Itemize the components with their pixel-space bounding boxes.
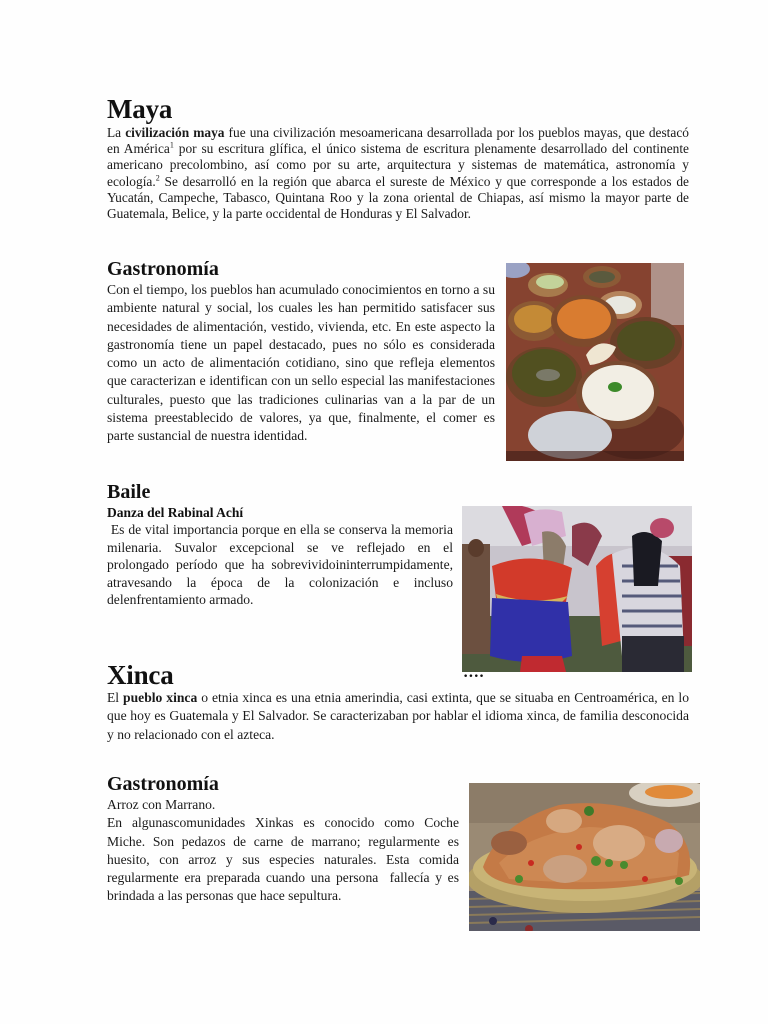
heading-maya: Maya (107, 94, 173, 124)
section-baile (107, 480, 457, 609)
dance-photo-icon (462, 506, 692, 672)
rice-dish-photo-icon (469, 783, 700, 931)
image-caption-dots: •••• (463, 672, 485, 682)
text-span: La (107, 125, 126, 140)
heading-gastronomia-maya: Gastronomía (107, 258, 219, 280)
section-maya (107, 94, 689, 222)
text-span: fue una civilización mesoamericana desarrollada por los pueblos mayas, que destacó en América (107, 125, 689, 157)
paragraph-gastronomia-maya: Con el tiempo, los pueblos han acumulado conocimientos en torno a su ambiente natural y social, los cuales les han permitido satisfacer sus necesidades de alimentación, vestido, vivienda, etc. En este aspecto la gastronomía tiene un papel destacado, pues no sólo es considerada como un acto de alimentación cotidiano, sino que refleja elementos que caracterizan e identifican con un sello especial las manifestaciones culturales, puesto que las tradiciones culinarias van a la par de un sistema preestablecido de valores, ya que, finalmente, el comer es parte sustancial de nuestra identidad. (107, 282, 495, 444)
paragraph-xinca (107, 689, 689, 744)
text-span: El (107, 690, 124, 705)
text-span: o etnia xinca es una etnia amerindia, casi extinta, que se situaba en Centroamérica, en lo que hoy es Guatemala y El Salvador. Se caracterizaban por hablar el idioma xinca, de familia desconocida y no relacionado con el azteca. (107, 690, 690, 742)
image-maya-food (506, 263, 684, 461)
section-maya-gastronomia (107, 257, 495, 446)
image-rabinal-achi-dance (462, 506, 692, 672)
image-arroz-con-marrano (469, 783, 700, 931)
section-xinca (107, 660, 689, 744)
bold-term-pueblo-xinca: pueblo xinca (123, 690, 198, 705)
paragraph-gastronomia-xinca: En algunascomunidades Xinkas es conocido como Coche Miche. Son pedazos de carne de marrano; regularmente es huesito, con arroz y sus especies naturales. Esta comida regularmente era preparada cuando una persona fallecía y es brindada a las personas que hace sepultura. (107, 815, 463, 904)
paragraph-maya (107, 125, 689, 222)
footnote-marker-2[interactable]: 2 (155, 173, 160, 183)
dish-name: Arroz con Marrano. (107, 797, 216, 812)
subheading-danza-rabinal-achi: Danza del Rabinal Achí (107, 505, 244, 520)
heading-xinca: Xinca (107, 660, 174, 690)
heading-baile: Baile (107, 481, 151, 503)
paragraph-baile: Es de vital importancia porque en ella se conserva la memoria milenaria. Suvalor excepcional se ve reflejado en el prolongado período que ha sobrevividoininterrumpidamente, atravesando la época de la colonización e incluso delenfrentamiento armado. (107, 522, 457, 608)
text-span: Se desarrolló en la región que abarca el sureste de México y que corresponde a los estados de Yucatán, Campeche, Tabasco, Quintana Roo y la zona oriental de Chiapas, así mismo la mayor parte de Guatemala, Belice, y la parte occidental de Honduras y El Salvador. (107, 173, 689, 222)
text-span: por su escritura glífica, el único sistema de escritura plenamente desarrollado del continente americano precolombino, así como por su arte, arquitectura y sistemas de matemática, astronomía y ecología. (107, 141, 690, 189)
heading-gastronomia-xinca: Gastronomía (107, 773, 219, 795)
food-bowls-photo-icon (506, 263, 684, 461)
footnote-marker-1[interactable]: 1 (169, 140, 174, 150)
section-xinca-gastronomia (107, 772, 463, 906)
bold-term-civilizacion-maya: civilización maya (125, 125, 225, 140)
